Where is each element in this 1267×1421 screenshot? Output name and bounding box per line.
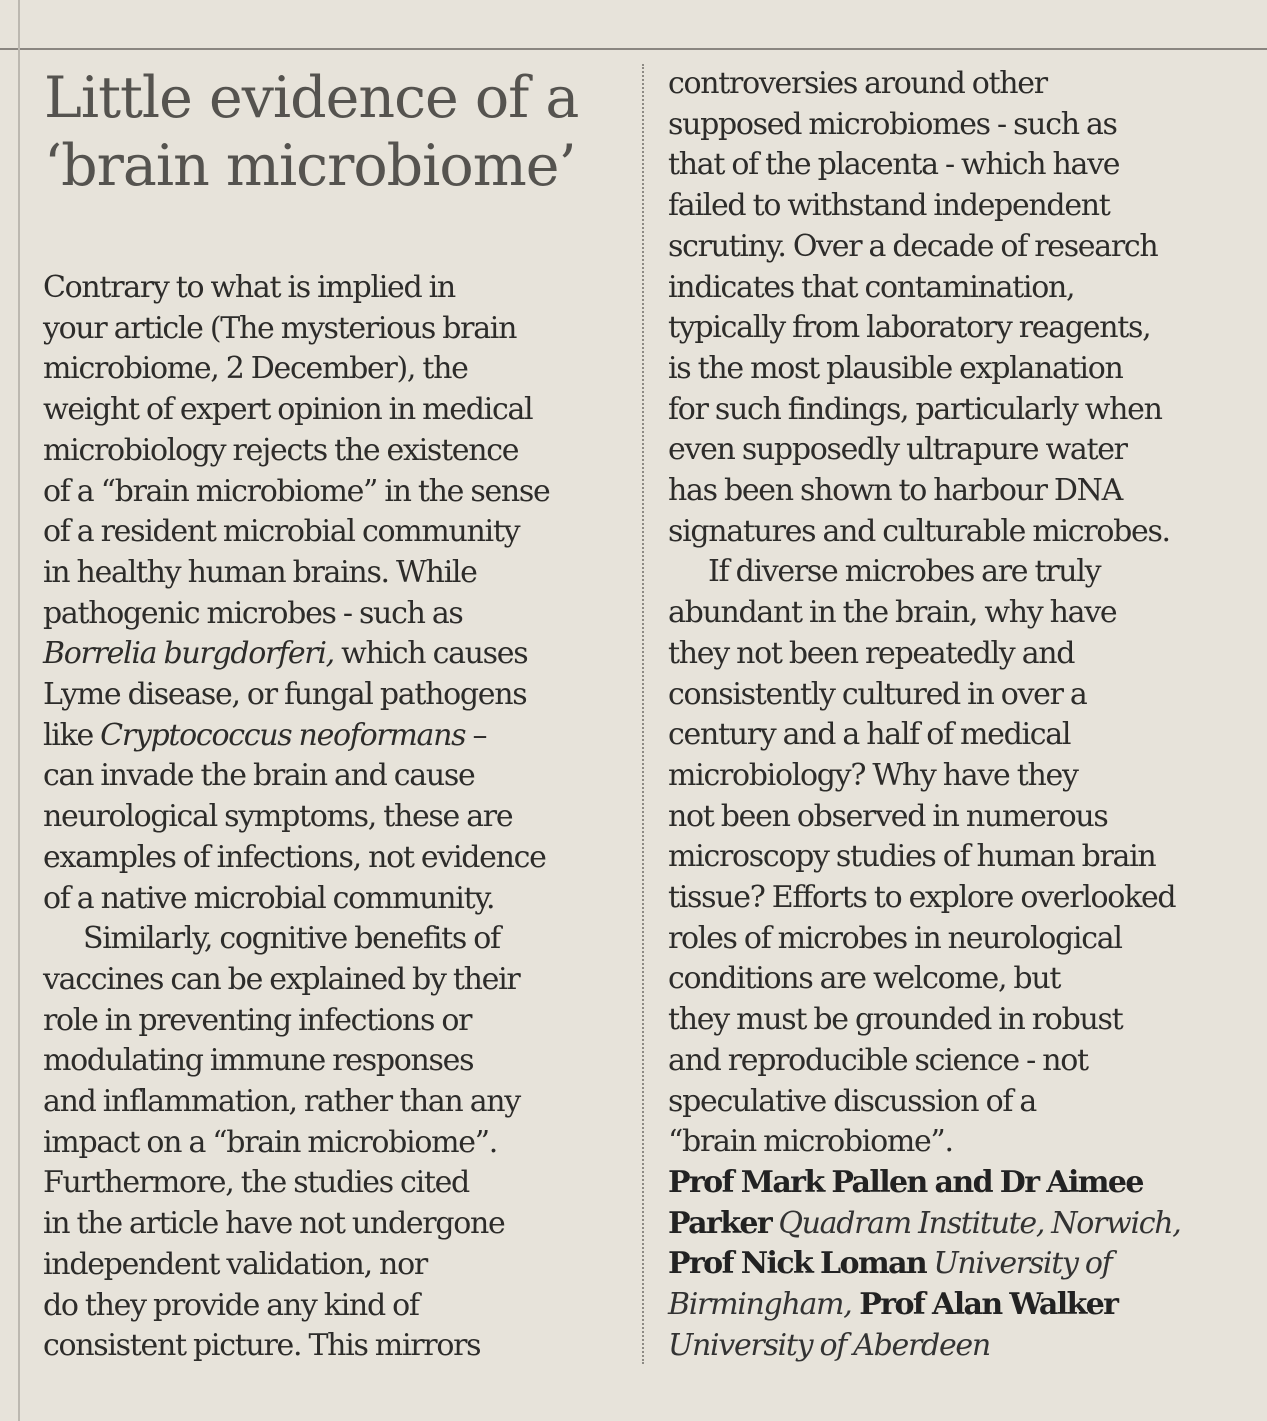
signatory-name: Prof Nick Loman — [668, 1246, 927, 1282]
body-line: Lyme disease, or fungal pathogens — [43, 677, 527, 713]
body-line: pathogenic microbes - such as — [43, 595, 463, 631]
body-line: If diverse microbes are truly — [708, 554, 1101, 590]
letter-column-1 — [43, 268, 623, 1367]
body-line: century and a half of medical — [668, 717, 1071, 753]
letter-column-2 — [668, 64, 1253, 1367]
body-line: microbiology? Why have they — [668, 757, 1078, 793]
body-text: – — [465, 717, 487, 753]
body-line: speculative discussion of a — [668, 1083, 1036, 1119]
signatory-name: Prof Alan Walker — [851, 1287, 1118, 1323]
signatory-name: Prof Mark Pallen and Dr Aimee — [668, 1164, 1143, 1200]
body-line: of a “brain microbiome” in the sense — [43, 473, 550, 509]
body-line: microbiome, 2 December), the — [43, 351, 468, 387]
body-line: microscopy studies of human brain — [668, 839, 1156, 875]
body-line: roles of microbes in neurological — [668, 920, 1122, 956]
species-name-cryptococcus: Cryptococcus neoformans — [100, 717, 466, 753]
species-name-borrelia: Borrelia burgdorferi, — [43, 636, 334, 672]
column-divider — [642, 64, 644, 1364]
body-line: your article (The mysterious brain — [43, 310, 517, 346]
body-line: conditions are welcome, but — [668, 961, 1061, 997]
body-line: weight of expert opinion in medical — [43, 392, 533, 428]
body-text: which causes — [333, 636, 528, 672]
body-line: and reproducible science - not — [668, 1042, 1088, 1078]
body-line: Similarly, cognitive benefits of — [83, 921, 500, 957]
body-line: of a native microbial community. — [43, 880, 495, 916]
body-line: has been shown to harbour DNA — [668, 473, 1122, 509]
body-text: like — [43, 717, 101, 753]
body-line: not been observed in numerous — [668, 798, 1108, 834]
body-line: modulating immune responses — [43, 1043, 474, 1079]
signatory-name: Parker — [668, 1205, 772, 1241]
headline-line-2: ‘brain microbiome’ — [44, 133, 576, 199]
body-line: tissue? Efforts to explore overlooked — [668, 880, 1176, 916]
body-line: vaccines can be explained by their — [43, 961, 520, 997]
headline — [44, 64, 634, 200]
body-line: “brain microbiome”. — [668, 1124, 953, 1160]
body-line: even supposedly ultrapure water — [668, 432, 1127, 468]
signatory-affiliation: University of — [926, 1246, 1112, 1282]
signatory-affiliation: Quadram Institute, Norwich, — [771, 1205, 1181, 1241]
body-line: typically from laboratory reagents, — [668, 310, 1151, 346]
body-line: and inflammation, rather than any — [43, 1084, 520, 1120]
signature-line — [668, 1285, 1253, 1326]
body-line: consistent picture. This mirrors — [43, 1328, 481, 1364]
body-line: Contrary to what is implied in — [43, 270, 455, 305]
body-line: do they provide any kind of — [43, 1287, 419, 1323]
body-line: examples of infections, not evidence — [43, 839, 546, 875]
body-line: scrutiny. Over a decade of research — [668, 228, 1158, 264]
body-line: controversies around other — [668, 66, 1047, 101]
body-line: can invade the brain and cause — [43, 758, 475, 794]
body-line: that of the placenta - which have — [668, 147, 1120, 183]
body-line: of a resident microbial community — [43, 514, 520, 550]
body-line: they must be grounded in robust — [668, 1002, 1123, 1038]
body-line: neurological symptoms, these are — [43, 799, 513, 835]
signature-line — [668, 1326, 1253, 1367]
body-line: independent validation, nor — [43, 1246, 427, 1282]
body-line: for such findings, particularly when — [668, 391, 1162, 427]
body-line — [43, 716, 623, 757]
body-line — [43, 634, 623, 675]
signature-line — [668, 1244, 1253, 1285]
top-rule — [0, 48, 1267, 50]
body-line: signatures and culturable microbes. — [668, 513, 1170, 549]
body-line: is the most plausible explanation — [668, 350, 1123, 386]
body-line: indicates that contamination, — [668, 269, 1075, 305]
signatory-affiliation: Birmingham, — [668, 1287, 852, 1323]
body-line: supposed microbiomes - such as — [668, 106, 1117, 142]
signature-line — [668, 1163, 1253, 1204]
body-line: failed to withstand independent — [668, 188, 1110, 224]
body-line: in healthy human brains. While — [43, 554, 477, 590]
body-line: impact on a “brain microbiome”. — [43, 1124, 497, 1160]
body-line: Furthermore, the studies cited — [43, 1165, 469, 1201]
signatory-affiliation: University of Aberdeen — [668, 1327, 990, 1363]
body-line: in the article have not undergone — [43, 1206, 505, 1242]
body-line: microbiology rejects the existence — [43, 432, 519, 468]
body-line: consistently cultured in over a — [668, 676, 1087, 712]
body-line: role in preventing infections or — [43, 1002, 472, 1038]
headline-line-1: Little evidence of a — [44, 65, 579, 131]
left-rule — [18, 0, 20, 1421]
body-line: they not been repeatedly and — [668, 635, 1075, 671]
body-line: abundant in the brain, why have — [668, 595, 1117, 631]
signature-line — [668, 1204, 1253, 1245]
